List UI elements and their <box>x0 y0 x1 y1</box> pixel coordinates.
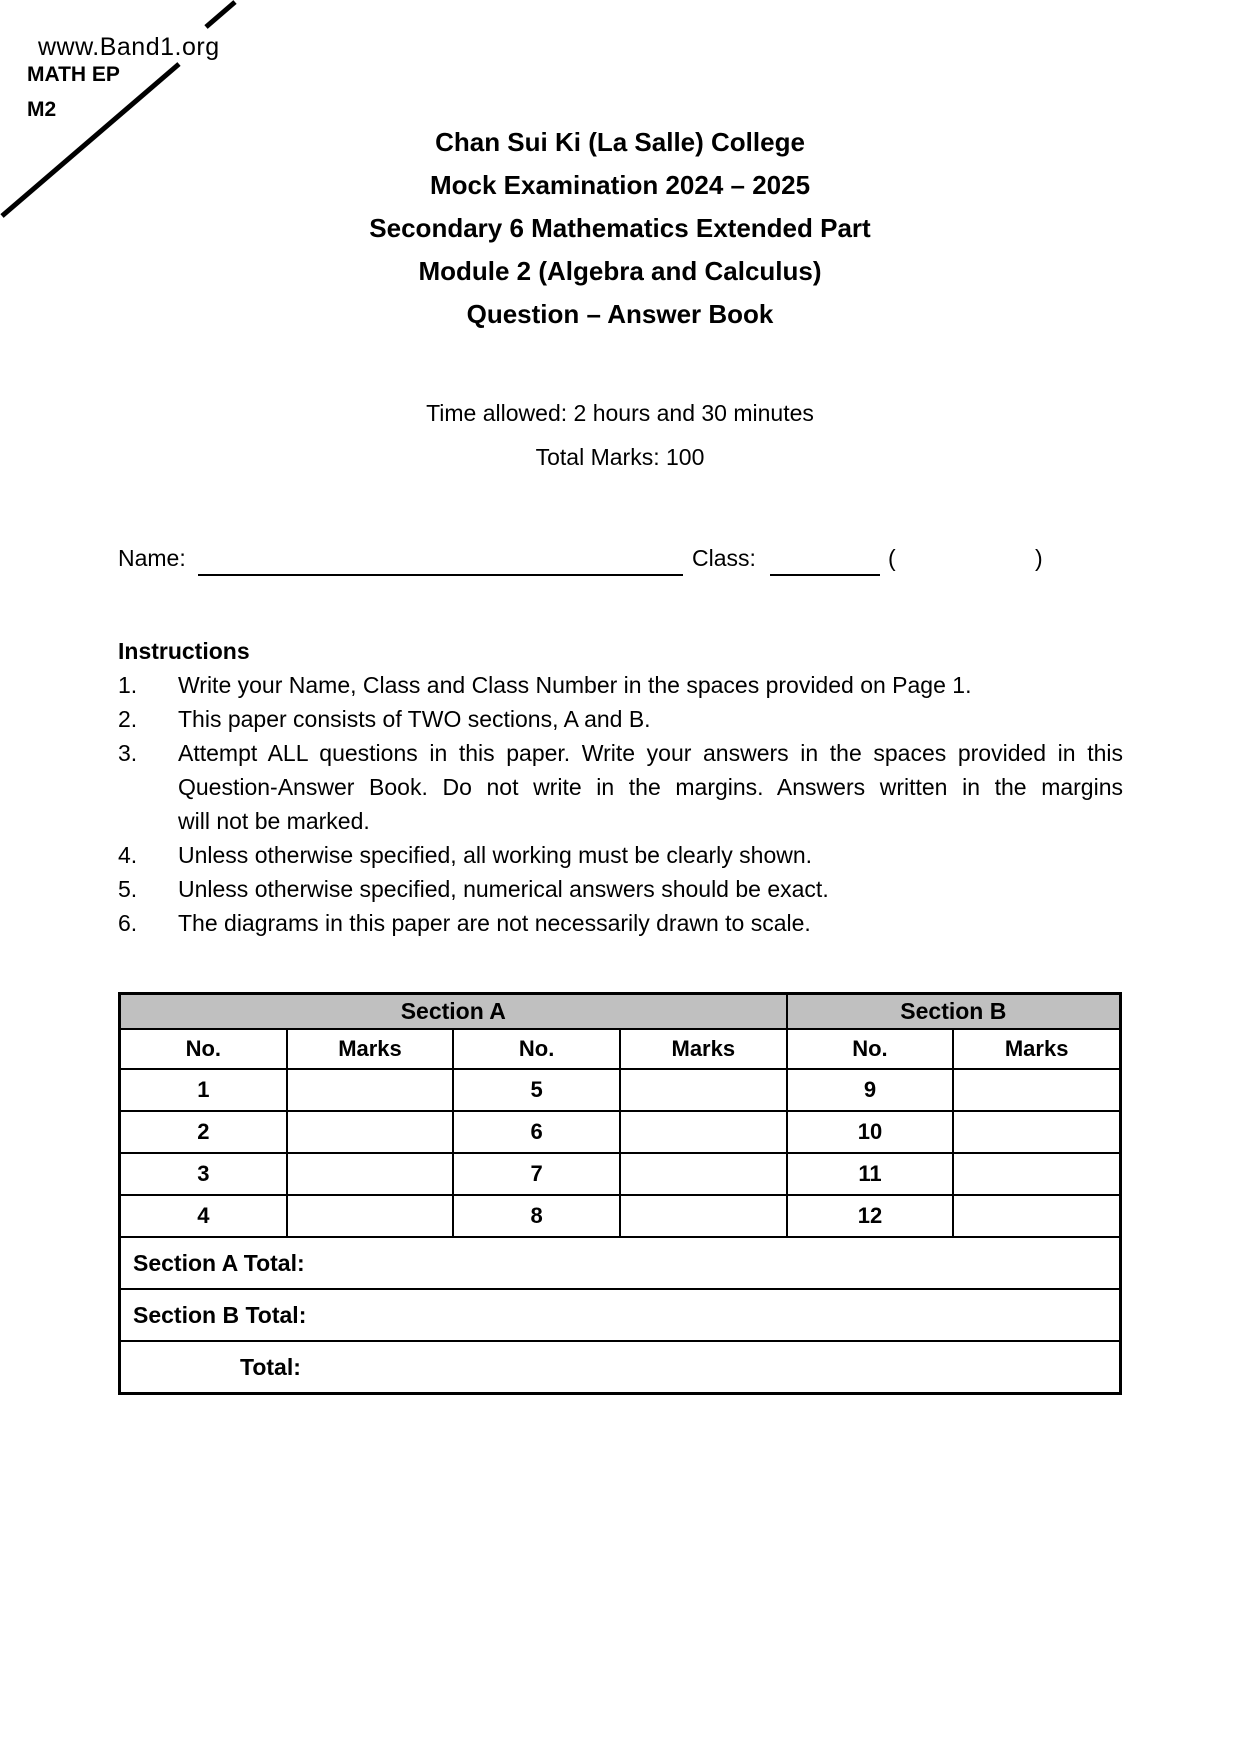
col-header: No. <box>787 1029 954 1069</box>
question-number-cell: 6 <box>453 1111 620 1153</box>
instruction-item-continuation <box>118 770 1123 804</box>
marks-cell <box>620 1153 787 1195</box>
marks-cell <box>953 1111 1120 1153</box>
grand-total-label: Total: <box>120 1341 1120 1393</box>
question-number-cell: 10 <box>787 1111 954 1153</box>
table-row <box>120 1069 1120 1111</box>
instruction-item <box>118 838 1123 872</box>
exam-meta-block <box>0 391 1240 479</box>
title-line-book: Question – Answer Book <box>466 299 774 329</box>
marks-summary-table <box>118 992 1122 1395</box>
instruction-number: 4. <box>118 842 138 868</box>
title-line-subject: Secondary 6 Mathematics Extended Part <box>369 213 871 243</box>
section-a-total-label: Section A Total: <box>120 1237 1120 1289</box>
instruction-number: 5. <box>118 876 138 902</box>
instruction-number: 3. <box>118 740 138 766</box>
class-number-paren-close: ) <box>1035 545 1043 571</box>
instruction-item-continuation <box>118 804 1123 838</box>
watermark-subject-text: MATH EP <box>27 63 120 86</box>
title-line-exam: Mock Examination 2024 – 2025 <box>429 170 811 200</box>
title-line-school: Chan Sui Ki (La Salle) College <box>435 127 805 157</box>
column-header-row <box>120 1029 1120 1069</box>
instruction-text: This paper consists of TWO sections, A and B. <box>178 706 651 732</box>
question-number-cell: 7 <box>453 1153 620 1195</box>
col-header: No. <box>120 1029 287 1069</box>
instruction-text: The diagrams in this paper are not necessarily drawn to scale. <box>178 910 811 936</box>
time-allowed-text: Time allowed: 2 hours and 30 minutes <box>426 400 814 426</box>
question-number-cell: 4 <box>120 1195 287 1237</box>
total-marks-text: Total Marks: 100 <box>535 444 705 470</box>
title-line-module: Module 2 (Algebra and Calculus) <box>418 256 822 286</box>
marks-cell <box>287 1069 454 1111</box>
table-row <box>120 1111 1120 1153</box>
question-number-cell: 11 <box>787 1153 954 1195</box>
section-a-total-row <box>120 1237 1120 1289</box>
question-number-cell: 12 <box>787 1195 954 1237</box>
table-row <box>120 1195 1120 1237</box>
col-header: No. <box>453 1029 620 1069</box>
name-blank-line <box>198 545 683 576</box>
marks-cell <box>620 1195 787 1237</box>
exam-title-block <box>0 121 1240 336</box>
section-b-header: Section B <box>787 994 1120 1029</box>
class-number-paren-open: ( <box>888 545 896 571</box>
section-header-row <box>120 994 1120 1029</box>
col-header: Marks <box>953 1029 1120 1069</box>
name-label: Name: <box>118 545 186 571</box>
watermark-site-text: www.Band1.org <box>38 33 220 61</box>
instruction-item <box>118 736 1123 770</box>
marks-cell <box>620 1111 787 1153</box>
class-blank-line <box>770 545 880 576</box>
marks-cell <box>287 1111 454 1153</box>
col-header: Marks <box>620 1029 787 1069</box>
marks-cell <box>287 1195 454 1237</box>
instruction-text: will not be marked. <box>178 808 370 834</box>
name-class-row <box>118 545 1122 577</box>
instructions-section <box>118 634 1123 940</box>
section-b-total-label: Section B Total: <box>120 1289 1120 1341</box>
grand-total-row <box>120 1341 1120 1393</box>
instruction-item <box>118 872 1123 906</box>
class-label: Class: <box>692 545 756 571</box>
question-number-cell: 8 <box>453 1195 620 1237</box>
instructions-heading: Instructions <box>118 638 250 664</box>
instruction-number: 2. <box>118 706 138 732</box>
marks-cell <box>953 1069 1120 1111</box>
instruction-item <box>118 668 1123 702</box>
table-row <box>120 1153 1120 1195</box>
instruction-text: Unless otherwise specified, all working must be clearly shown. <box>178 842 813 868</box>
instruction-number: 1. <box>118 672 138 698</box>
question-number-cell: 9 <box>787 1069 954 1111</box>
instruction-item <box>118 906 1123 940</box>
question-number-cell: 1 <box>120 1069 287 1111</box>
marks-cell <box>620 1069 787 1111</box>
question-number-cell: 2 <box>120 1111 287 1153</box>
watermark-module-text: M2 <box>27 98 57 121</box>
instruction-item <box>118 702 1123 736</box>
marks-cell <box>287 1153 454 1195</box>
section-b-total-row <box>120 1289 1120 1341</box>
question-number-cell: 3 <box>120 1153 287 1195</box>
section-a-header: Section A <box>120 994 787 1029</box>
marks-cell <box>953 1153 1120 1195</box>
marks-cell <box>953 1195 1120 1237</box>
instruction-text: Write your Name, Class and Class Number in the spaces provided on Page 1. <box>178 672 972 698</box>
instruction-text: Question-Answer Book. Do not write in the margins. Answers written in the margins <box>178 774 1123 800</box>
col-header: Marks <box>287 1029 454 1069</box>
instruction-number: 6. <box>118 910 138 936</box>
instruction-text: Attempt ALL questions in this paper. Write your answers in the spaces provided in this <box>178 740 1123 766</box>
instruction-text: Unless otherwise specified, numerical answers should be exact. <box>178 876 829 902</box>
question-number-cell: 5 <box>453 1069 620 1111</box>
